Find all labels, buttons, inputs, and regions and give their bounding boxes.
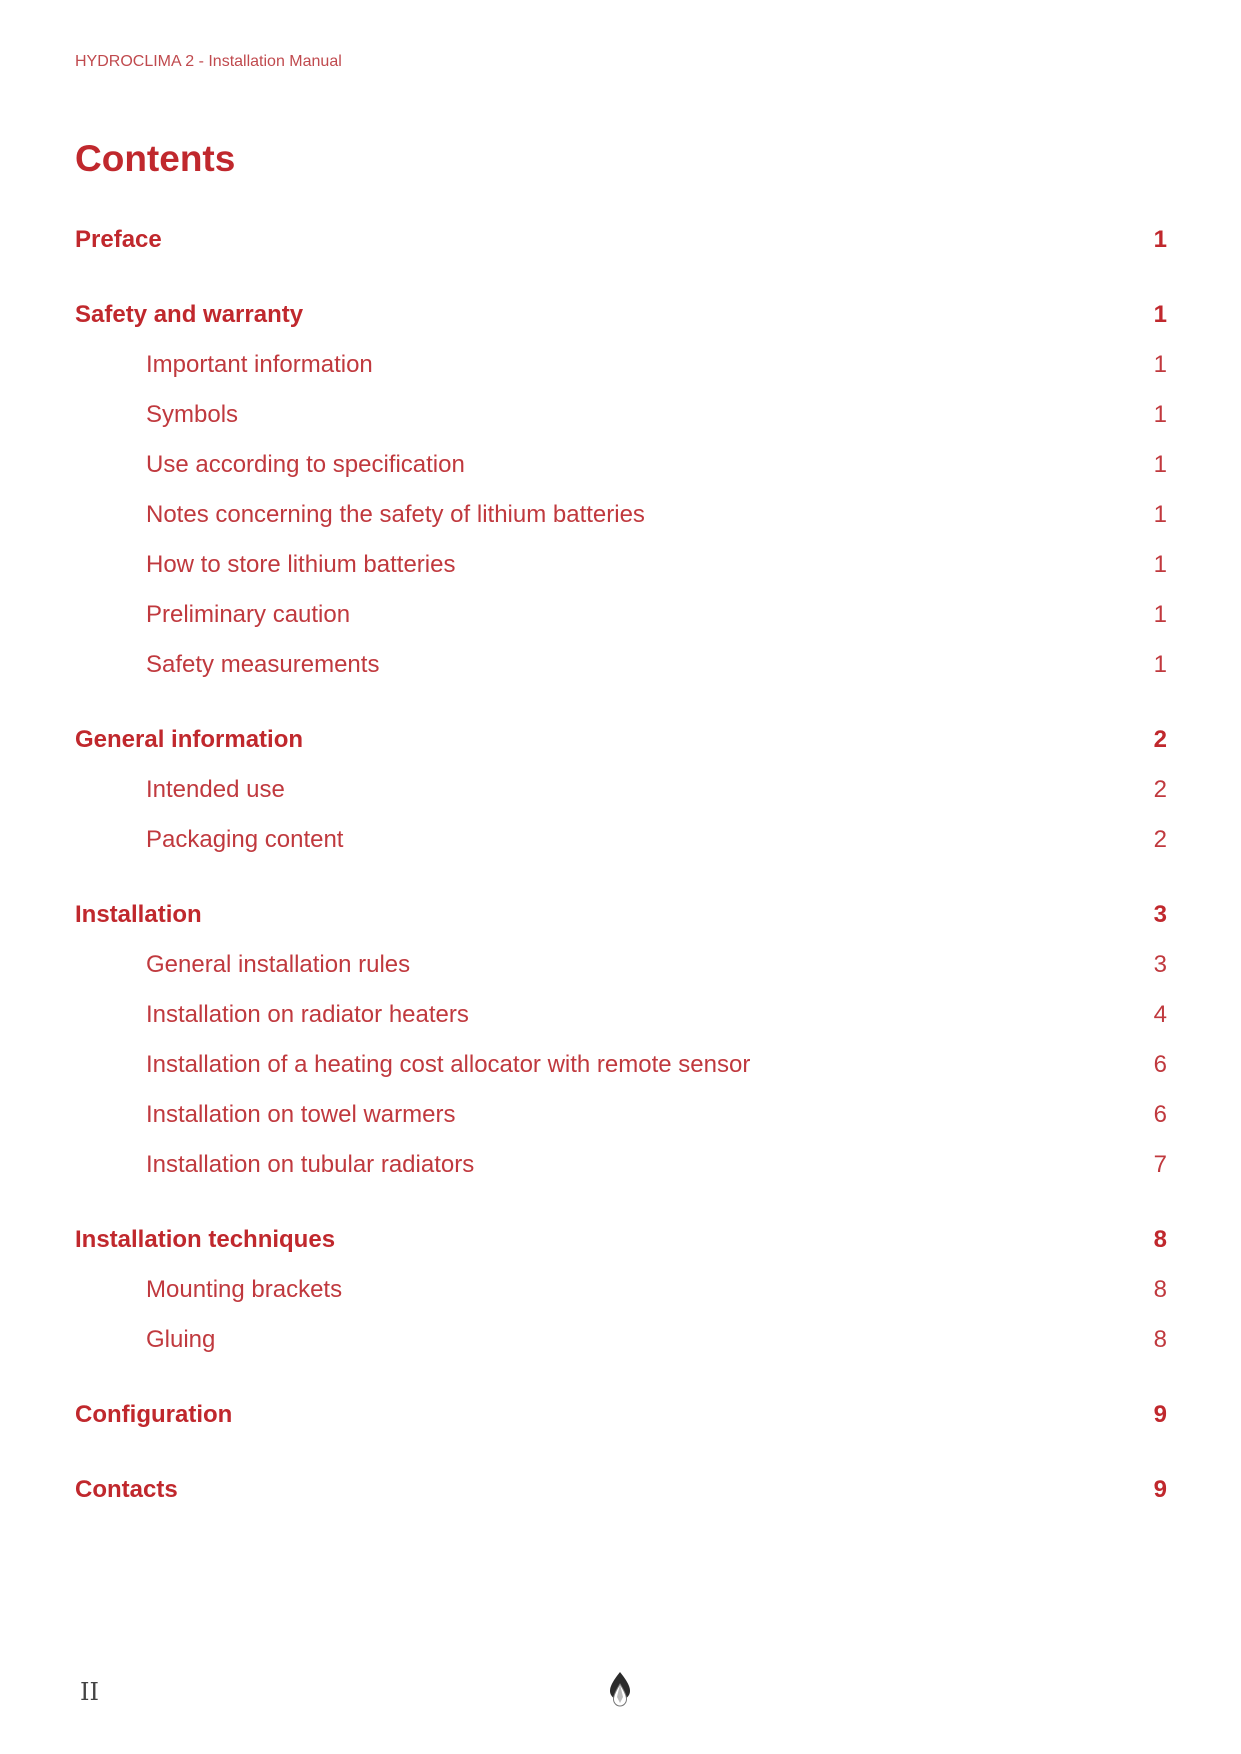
toc-entry-label: General installation rules — [146, 951, 411, 978]
toc-entry-label: Installation on radiator heaters — [146, 1001, 469, 1028]
toc-entry-page-number: 1 — [1153, 301, 1167, 328]
toc-section-entry[interactable] — [75, 1390, 1167, 1440]
toc-entry-label: Intended use — [146, 776, 285, 803]
toc-entry-page-number: 2 — [1153, 826, 1167, 853]
toc-section-entry[interactable] — [75, 290, 1167, 340]
toc-subsection-entry[interactable] — [75, 1090, 1167, 1140]
toc-section-entry[interactable] — [75, 1215, 1167, 1265]
toc-entry-label: Notes concerning the safety of lithium batteries — [146, 501, 645, 528]
toc-entry-page-number: 6 — [1153, 1101, 1167, 1128]
toc-subsection-entry[interactable] — [75, 490, 1167, 540]
toc-subsection-entry[interactable] — [75, 590, 1167, 640]
toc-subsection-entry[interactable] — [75, 640, 1167, 690]
toc-section-entry[interactable] — [75, 1465, 1167, 1515]
toc-entry-label: Safety and warranty — [75, 301, 304, 328]
toc-entry-page-number: 1 — [1153, 351, 1167, 378]
toc-entry-page-number: 8 — [1153, 1226, 1167, 1253]
toc-subsection-entry[interactable] — [75, 540, 1167, 590]
toc-entry-label: Installation on towel warmers — [146, 1101, 456, 1128]
toc-subsection-entry[interactable] — [75, 340, 1167, 390]
toc-entry-page-number: 3 — [1153, 951, 1167, 978]
toc-entry-label: Important information — [146, 351, 373, 378]
droplet-logo-icon — [606, 1670, 634, 1708]
toc-entry-page-number: 1 — [1153, 651, 1167, 678]
toc-entry-page-number: 2 — [1153, 726, 1167, 753]
toc-entry-page-number: 1 — [1153, 401, 1167, 428]
footer-page-number: II — [80, 1678, 99, 1706]
toc-subsection-entry[interactable] — [75, 765, 1167, 815]
toc-section-entry[interactable] — [75, 215, 1167, 265]
table-of-contents — [75, 215, 1167, 1515]
toc-subsection-entry[interactable] — [75, 940, 1167, 990]
toc-entry-label: Preliminary caution — [146, 601, 351, 628]
toc-entry-label: Symbols — [146, 401, 239, 428]
toc-entry-label: Installation techniques — [75, 1226, 336, 1253]
toc-entry-page-number: 1 — [1153, 501, 1167, 528]
toc-entry-page-number: 8 — [1153, 1276, 1167, 1303]
toc-subsection-entry[interactable] — [75, 815, 1167, 865]
toc-subsection-entry[interactable] — [75, 1265, 1167, 1315]
toc-entry-label: Contacts — [75, 1476, 178, 1503]
toc-entry-label: Preface — [75, 226, 162, 253]
toc-entry-page-number: 2 — [1153, 776, 1167, 803]
running-header: HYDROCLIMA 2 - Installation Manual — [75, 53, 342, 70]
toc-entry-label: General information — [75, 726, 304, 753]
toc-entry-page-number: 1 — [1153, 601, 1167, 628]
toc-entry-page-number: 1 — [1153, 551, 1167, 578]
toc-entry-page-number: 9 — [1153, 1476, 1167, 1503]
page-title: Contents — [75, 138, 236, 179]
toc-subsection-entry[interactable] — [75, 1315, 1167, 1365]
toc-entry-page-number: 8 — [1153, 1326, 1167, 1353]
toc-subsection-entry[interactable] — [75, 990, 1167, 1040]
toc-entry-label: Installation on tubular radiators — [146, 1151, 475, 1178]
toc-entry-page-number: 9 — [1153, 1401, 1167, 1428]
toc-entry-label: Use according to specification — [146, 451, 465, 478]
toc-entry-page-number: 6 — [1153, 1051, 1167, 1078]
toc-subsection-entry[interactable] — [75, 1140, 1167, 1190]
toc-entry-label: Installation of a heating cost allocator with remote sensor — [146, 1051, 751, 1078]
toc-entry-label: Configuration — [75, 1401, 233, 1428]
toc-section-entry[interactable] — [75, 715, 1167, 765]
toc-entry-label: Gluing — [146, 1326, 216, 1353]
toc-entry-label: How to store lithium batteries — [146, 551, 456, 578]
toc-subsection-entry[interactable] — [75, 390, 1167, 440]
toc-subsection-entry[interactable] — [75, 1040, 1167, 1090]
toc-entry-label: Installation — [75, 901, 202, 928]
toc-entry-page-number: 1 — [1153, 451, 1167, 478]
toc-section-entry[interactable] — [75, 890, 1167, 940]
toc-entry-label: Mounting brackets — [146, 1276, 343, 1303]
toc-entry-page-number: 1 — [1153, 226, 1167, 253]
toc-entry-page-number: 4 — [1153, 1001, 1167, 1028]
toc-subsection-entry[interactable] — [75, 440, 1167, 490]
toc-entry-page-number: 7 — [1153, 1151, 1167, 1178]
toc-entry-label: Packaging content — [146, 826, 344, 853]
toc-entry-label: Safety measurements — [146, 651, 380, 678]
toc-entry-page-number: 3 — [1153, 901, 1167, 928]
